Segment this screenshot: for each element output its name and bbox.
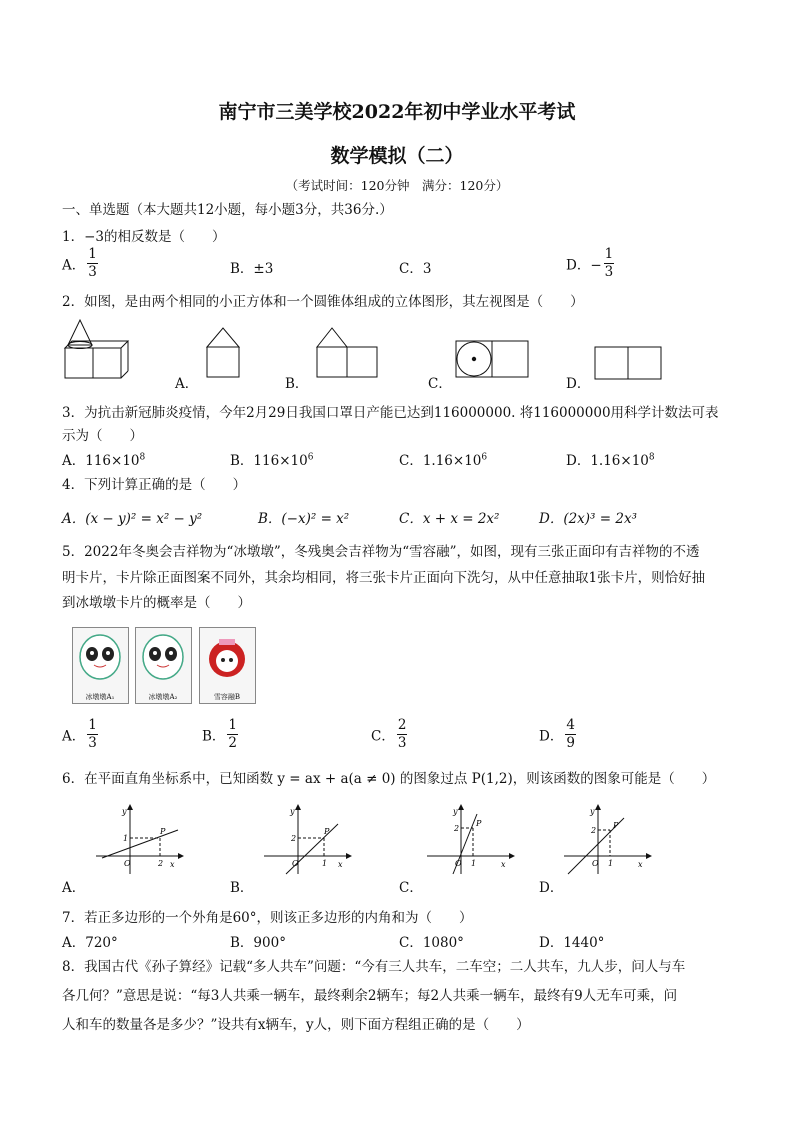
q3-option-d: D．$1.16\times 10^8$ — [566, 452, 655, 469]
graph-label-origin: O — [292, 859, 299, 868]
graph-label-t1: 1 — [471, 859, 477, 868]
q4-stem: 4．下列计算正确的是（ ） — [62, 477, 247, 493]
graph-label-ax-x: x — [638, 860, 643, 869]
q6-graph-d — [562, 806, 652, 876]
q1-option-d: D．− $\frac{1}{3}$ — [566, 246, 614, 280]
q3-option-a: A．$116\times 10^8$ — [62, 452, 146, 469]
q5-option-d: D． $\frac{4}{9}$ — [539, 717, 575, 751]
card-label-2: 冰墩墩A₂ — [148, 693, 178, 701]
q7-option-b: B．900° — [230, 935, 286, 951]
graph-label-t2: 2 — [158, 859, 164, 868]
q3-option-b: B．$116\times 10^6$ — [230, 452, 314, 469]
q6-option-b: B． — [230, 880, 254, 896]
graph-label-origin: O — [455, 859, 462, 868]
q3-stem-line2: 示为（ ） — [62, 428, 143, 444]
q6-graph-b — [262, 806, 352, 876]
q2-option-c-figure — [455, 340, 531, 380]
q2-option-d-figure — [594, 346, 664, 380]
graph-label-t1: 1 — [608, 859, 614, 868]
q1-option-a: A． $\frac{1}{3}$ — [62, 246, 97, 280]
q2-option-c: C． — [428, 376, 452, 392]
q5-option-a: A． $\frac{1}{3}$ — [62, 717, 97, 751]
q4-option-b: B．(−x)² = x² — [258, 511, 350, 527]
q3-stem-line1: 3．为抗击新冠肺炎疫情，今年2月29日我国口罩日产能已达到116000000. 将116000000用科学计数法可表 — [62, 405, 719, 421]
q7-option-a: A．720° — [62, 935, 118, 951]
exam-title: 南宁市三美学校2022年初中学业水平考试 — [218, 101, 576, 123]
graph-label-t2: 2 — [454, 824, 460, 833]
graph-label-ax-y: y — [290, 807, 295, 816]
graph-label-pt: P — [160, 827, 166, 836]
graph-label-ax-y: y — [453, 807, 458, 816]
q7-option-d: D．1440° — [539, 935, 605, 951]
q7-option-c: C．1080° — [399, 935, 464, 951]
q2-stem: 2．如图，是由两个相同的小正方体和一个圆锥体组成的立体图形，其左视图是（ ） — [62, 294, 584, 310]
q6-graph-c — [425, 806, 515, 876]
q6-option-a: A． — [62, 880, 86, 896]
q5-mascot-cards — [72, 627, 258, 705]
q5-stem-line2: 明卡片，卡片除正面图案不同外，其余均相同，将三张卡片正面向下洗匀，从中任意抽取1张卡片，则恰好抽 — [62, 570, 706, 586]
graph-label-ax-x: x — [170, 860, 175, 869]
q6-option-c: C． — [399, 880, 423, 896]
q4-option-d: D．(2x)³ = 2x³ — [539, 511, 637, 527]
q5-option-b: B． $\frac{1}{2}$ — [202, 717, 238, 751]
graph-label-pt: P — [613, 821, 619, 830]
graph-label-pt: P — [476, 819, 482, 828]
graph-label-origin: O — [592, 859, 599, 868]
q7-stem: 7．若正多边形的一个外角是60°，则该正多边形的内角和为（ ） — [62, 910, 473, 926]
card-label-3: 雪容融B — [213, 693, 241, 701]
q6-option-d: D． — [539, 880, 564, 896]
q4-option-c: C．x + x = 2x² — [399, 511, 500, 527]
graph-label-t1: 1 — [123, 834, 129, 843]
graph-label-ax-x: x — [338, 860, 343, 869]
graph-label-pt: P — [324, 827, 330, 836]
card-label-1: 冰墩墩A₁ — [85, 693, 115, 701]
q5-option-c: C． $\frac{2}{3}$ — [371, 717, 407, 751]
q6-stem: 6．在平面直角坐标系中，已知函数 y = ax + a(a ≠ 0) 的图象过点 P(1,2)，则该函数的图象可能是（ ） — [62, 771, 716, 787]
q8-stem-line2: 各几何？”意思是说：“每3人共乘一辆车，最终剩余2辆车；每2人共乘一辆车，最终有9人无车可乘，问 — [62, 988, 678, 1004]
q8-stem-line1: 8．我国古代《孙子算经》记载“多人共车”问题：“今有三人共车，二车空；二人共车，九人步，问人与车 — [62, 959, 686, 975]
section-heading: 一、单选题（本大题共12小题，每小题3分，共36分.） — [62, 202, 393, 218]
q2-option-b-figure — [316, 327, 380, 379]
graph-label-origin: O — [124, 859, 131, 868]
q2-solid-figure — [64, 318, 126, 382]
q6-graph-a — [94, 806, 184, 876]
q1-stem: 1．−3的相反数是（ ） — [62, 229, 226, 245]
graph-label-ax-x: x — [501, 860, 506, 869]
q1-option-c: C．3 — [399, 261, 432, 277]
q1-option-b: B．±3 — [230, 261, 274, 277]
q2-option-b: B． — [285, 376, 309, 392]
graph-label-ax-y: y — [122, 807, 127, 816]
graph-label-t2: 2 — [591, 826, 597, 835]
graph-label-t2: 2 — [291, 834, 297, 843]
graph-label-ax-y: y — [590, 807, 595, 816]
graph-label-t1: 1 — [322, 859, 328, 868]
q8-stem-line3: 人和车的数量各是多少？”设共有x辆车，y人，则下面方程组正确的是（ ） — [62, 1017, 530, 1033]
q3-option-c: C．$1.16\times 10^6$ — [399, 452, 488, 469]
q5-stem-line1: 5．2022年冬奥会吉祥物为“冰墩墩”，冬残奥会吉祥物为“雪容融”，如图，现有三张正面印有吉祥物的不透 — [62, 544, 700, 560]
q4-option-a: A．(x − y)² = x² − y² — [62, 511, 203, 527]
exam-subtitle: 数学模拟（二） — [330, 145, 464, 167]
q5-stem-line3: 到冰墩墩卡片的概率是（ ） — [62, 595, 251, 611]
q2-option-a: A． — [175, 376, 199, 392]
q2-option-d: D． — [566, 376, 591, 392]
exam-info: （考试时间：120分钟 满分：120分） — [285, 178, 509, 193]
q2-option-a-figure — [206, 327, 240, 379]
